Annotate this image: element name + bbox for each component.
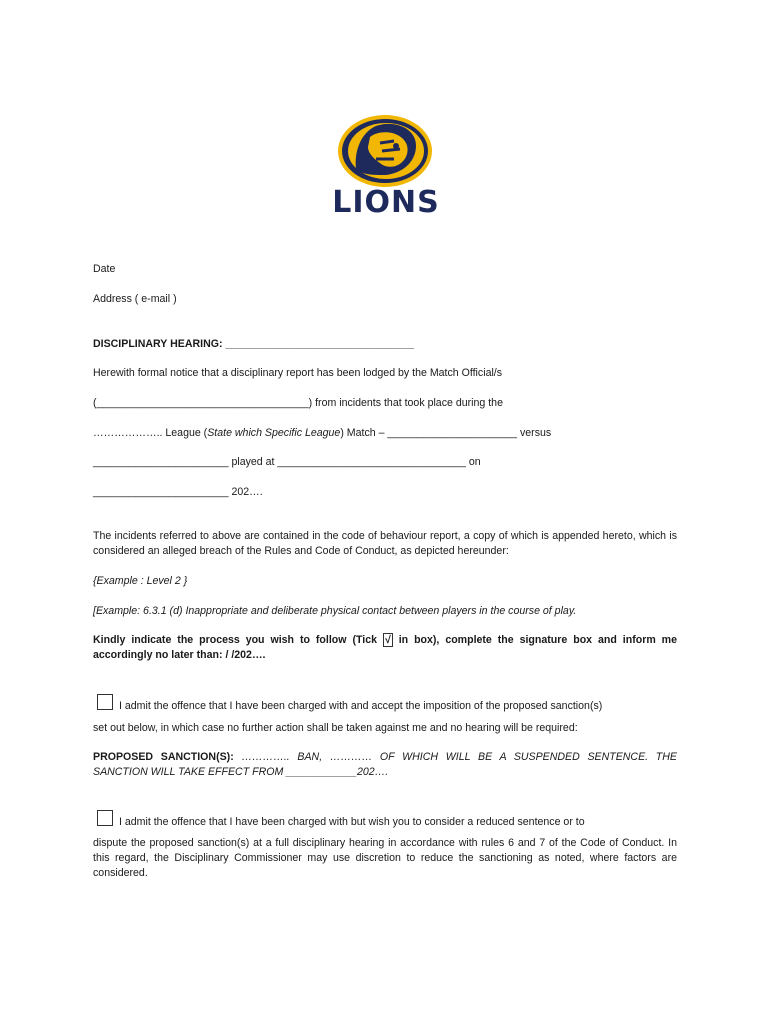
- league-blank: ……………….. League (: [93, 427, 208, 439]
- option2-first-line: I admit the offence that I have been charged with but wish you to consider a reduced sentence or to: [119, 816, 585, 828]
- instruction-pre: Kindly indicate the process you wish to follow (Tick: [93, 634, 383, 646]
- option1-first-line: I admit the offence that I have been charged with and accept the imposition of the proposed sanction(s): [119, 700, 603, 712]
- instruction-post: in box), complete the signature box and inform me accordingly no later than: / /202….: [93, 634, 677, 661]
- proposed-sanction: [93, 750, 677, 780]
- proposed-sanction-text: ………….. BAN, ………… OF WHICH WILL BE A SUSPENDED SENTENCE. THE SANCTION WILL TAKE EFFECT FROM ____________202….: [93, 751, 677, 778]
- admit-dispute-checkbox[interactable]: [97, 810, 113, 826]
- notice-line-2: (____________________________________) from incidents that took place during the: [93, 397, 503, 409]
- example-level: {Example : Level 2 }: [93, 575, 188, 587]
- notice-line-1: Herewith formal notice that a disciplinary report has been lodged by the Match Official/s: [93, 367, 503, 379]
- disciplinary-hearing-line: [93, 337, 414, 351]
- date-label: Date: [93, 263, 116, 275]
- admit-accept-checkbox[interactable]: [97, 694, 113, 710]
- notice-line-5: _______________________ 202….: [93, 486, 263, 498]
- logo-text: LIONS: [332, 185, 440, 220]
- address-label: Address ( e-mail ): [93, 293, 177, 305]
- lions-logo: [310, 113, 460, 223]
- notice-line-3: [93, 426, 551, 440]
- hearing-label: DISCIPLINARY HEARING:: [93, 338, 223, 350]
- match-versus: ) Match – ______________________ versus: [340, 427, 552, 439]
- option1-second-line: set out below, in which case no further action shall be taken against me and no hearing will be required:: [93, 722, 578, 734]
- option2-rest: dispute the proposed sanction(s) at a full disciplinary hearing in accordance with rules 6 and 7 of the Code of Conduct. In this regard, the Disciplinary Commissioner may use discretion to reduce the sanctioning as noted, where factors are considered.: [93, 837, 677, 879]
- hearing-blank: ________________________________: [225, 338, 414, 350]
- tick-mark-icon: √: [384, 634, 391, 646]
- proposed-sanction-label: PROPOSED SANCTION(S):: [93, 751, 234, 763]
- league-hint: State which Specific League: [207, 427, 341, 439]
- notice-line-4: _______________________ played at ________________________________ on: [93, 456, 481, 468]
- instruction-paragraph: [93, 633, 677, 663]
- example-rule: [Example: 6.3.1 (d) Inappropriate and deliberate physical contact between players in the course of play.: [93, 605, 577, 617]
- incidents-paragraph: The incidents referred to above are contained in the code of behaviour report, a copy of which is appended hereto, which is considered an alleged breach of the Rules and Code of Conduct, as depicted hereunder:: [93, 530, 677, 557]
